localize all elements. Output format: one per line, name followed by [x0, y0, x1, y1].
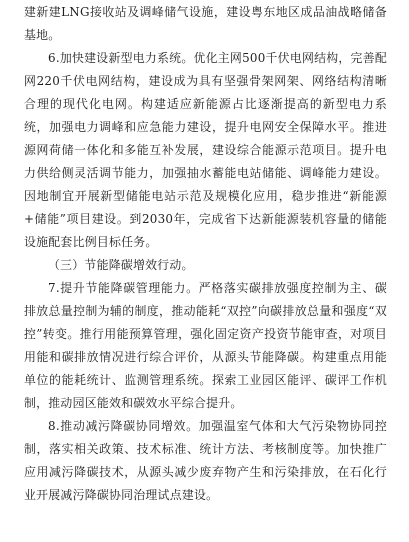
paragraph-continued: 建新建LNG接收站及调峰储气设施，建设粤东地区成品油战略储备基地。: [24, 5, 387, 42]
section-heading: （三）节能降碳增效行动。: [48, 258, 194, 272]
paragraph-pollution-carbon: 8.推动减污降碳协同增效。加强温室气体和大气污染物协同控制，落实相关政策、技术标准、统计方法、考核制度等。加快推广应用减污降碳技术，从源头减少废弃物产生和污染排放，在石化行业开展减污降碳协同治理试点建设。: [24, 419, 387, 502]
paragraph-energy-management: 7.提升节能降碳管理能力。严格落实碳排放强度控制为主、碳排放总量控制为辅的制度，推动能耗“双控”向碳排放总量和强度“双控”转变。推行用能预算管理，强化固定资产投资节能审查，对项目用能和碳排放情况进行综合评价，从源头节能降碳。构建重点用能单位的能耗统计、监测管理系统。探索工业园区能评、碳评工作机制，推动园区能效和碳效水平综合提升。: [24, 281, 387, 410]
paragraph-power-system: 6.加快建设新型电力系统。优化主网500千伏电网结构，完善配网220千伏电网结构，建设成为具有坚强骨架网架、网络结构清晰合理的现代化电网。构建适应新能源占比逐渐提高的新型电力系统，加强电力调峰和应急能力建设，提升电网安全保障水平。推进源网荷储一体化和多能互补发展，建设综合能源示范项目。提升电力供给侧灵活调节能力，加强抽水蓄能电站储能、调峰能力建设。因地制宜开展新型储能电站示范及规模化应用，稳步推进“新能源+储能”项目建设。到2030年，完成省下达新能源装机容量的储能设施配套比例目标任务。: [24, 51, 387, 249]
